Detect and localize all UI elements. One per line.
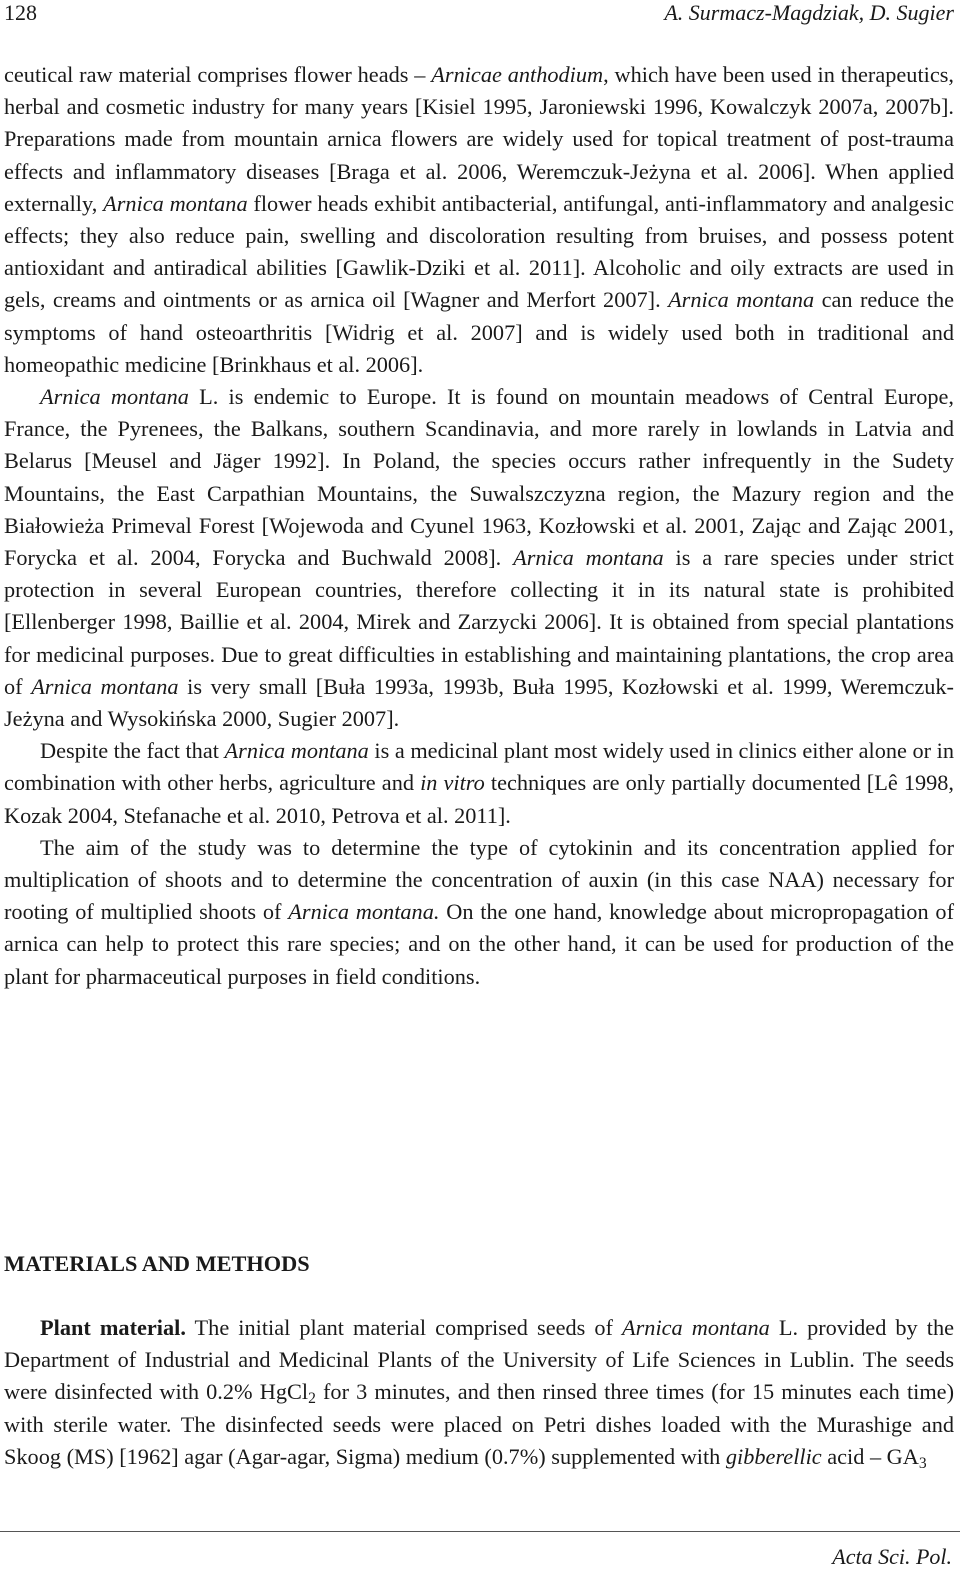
page-header: [4, 0, 954, 26]
paragraph: Arnica montana L. is endemic to Europe. It is found on mountain meadows of Central Europe, France, the Pyrenees, the Balkans, southern Scandinavia, and more rarely in lowlands in Latvia and Belarus [Meusel and Jäger 1992]. In Poland, the species occurs rather infrequently in the Sudety Mountains, the East Carpathian Mountains, the Suwalszczyzna region, the Mazury region and the Białowieża Primeval Forest [Wojewoda and Cyunel 1963, Kozłowski et al. 2001, Zając and Zając 2001, Forycka et al. 2004, Forycka and Buchwald 2008]. Arnica montana is a rare species under strict protection in several European countries, therefore collecting it in its natural state is prohibited [Ellenberger 1998, Baillie et al. 2004, Mirek and Zarzycki 2006]. It is obtained from special plantations for medicinal purposes. Due to great difficulties in establishing and maintaining plantations, the crop area of Arnica montana is very small [Buła 1993a, 1993b, Buła 1995, Kozłowski et al. 1999, Weremczuk-Jeżyna and Wysokińska 2000, Sugier 2007].: [4, 384, 954, 732]
running-head-authors: A. Surmacz-Magdziak, D. Sugier: [664, 0, 954, 25]
footer-divider: [0, 1531, 960, 1532]
journal-name: Acta Sci. Pol.: [832, 1544, 952, 1569]
paragraph: Despite the fact that Arnica montana is a medicinal plant most widely used in clinics either alone or in combination with other herbs, agriculture and in vitro techniques are only partially documented [Lê 1998, Kozak 2004, Stefanache et al. 2010, Petrova et al. 2011].: [4, 738, 955, 828]
paragraph: Plant material. The initial plant material comprised seeds of Arnica montana L. provided by the Department of Industrial and Medicinal Plants of the University of Life Sciences in Lublin. The seeds were disinfected with 0.2% HgCl$_2$ for 3 minutes, and then rinsed three times (for 15 minutes each time) with sterile water. The disinfected seeds were placed on Petri dishes loaded with the Murashige and Skoog (MS) [1962] agar (Agar-agar, Sigma) medium (0.7%) supplemented with gibberellic acid – $GA_3$: [4, 1315, 954, 1472]
methods-text: [4, 1312, 954, 1473]
page-number: 128: [4, 0, 37, 25]
subsection-heading: Plant material.: [40, 1315, 186, 1340]
introduction-text: [4, 59, 954, 993]
paragraph: ceutical raw material comprises flower heads – Arnicae anthodium, which have been used in therapeutics, herbal and cosmetic industry for many years [Kisiel 1995, Jaroniewski 1996, Kowalczyk 2007a, 2007b]. Preparations made from mountain arnica flowers are widely used for topical treatment of post-trauma effects and inflammatory diseases [Braga et al. 2006, Weremczuk-Jeżyna et al. 2006]. When applied externally, Arnica montana flower heads exhibit antibacterial, antifungal, anti-inflammatory and analgesic effects; they also reduce pain, swelling and discoloration resulting from bruises, and possess potent antioxidant and antiradical abilities [Gawlik-Dziki et al. 2011]. Alcoholic and oily extracts are used in gels, creams and ointments or as arnica oil [Wagner and Merfort 2007]. Arnica montana can reduce the symptoms of hand osteoarthritis [Widrig et al. 2007] and is widely used both in traditional and homeopathic medicine [Brinkhaus et al. 2006].: [4, 62, 954, 377]
paragraph: The aim of the study was to determine the type of cytokinin and its concentration applied for multiplication of shoots and to determine the concentration of auxin (in this case NAA) necessary for rooting of multiplied shoots of Arnica montana. On the one hand, knowledge about micropropagation of arnica can help to protect this rare species; and on the other hand, it can be used for production of the plant for pharmaceutical purposes in field conditions.: [4, 834, 954, 989]
section-heading: MATERIALS AND METHODS: [4, 1251, 310, 1276]
